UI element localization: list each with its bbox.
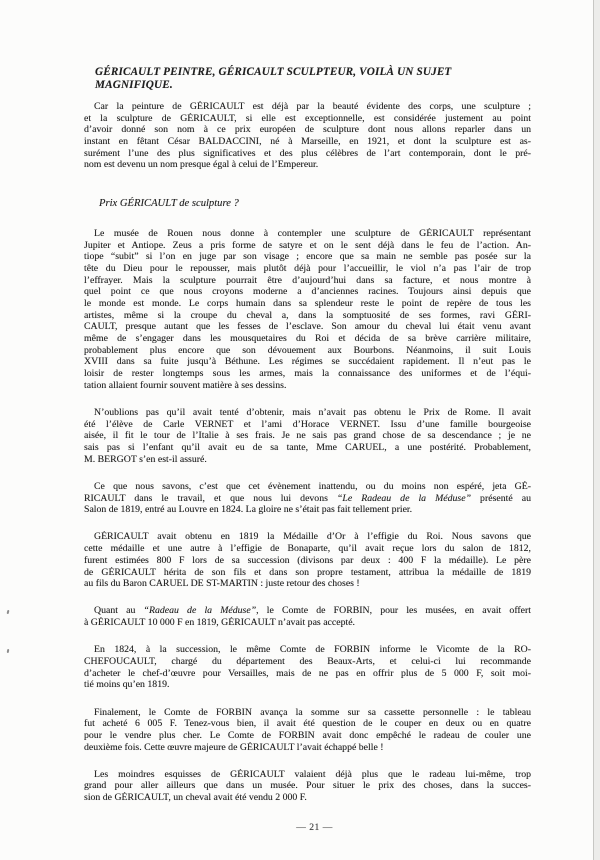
- paragraph: [84, 707, 531, 754]
- text-run: GÉRICAULT avait obtenu en 1819 la Médaille d’Or à l’effigie du Roi. Nous savons que: [94, 531, 531, 543]
- text-line: [84, 578, 531, 590]
- text-line: [84, 481, 531, 493]
- text-line: [84, 442, 531, 454]
- text-line: [84, 263, 531, 275]
- paragraph: [84, 481, 531, 516]
- text-run: fut acheté 6 005 F. Tenez-vous bien, il avait été question de le couper en deux ou en quatre: [84, 718, 531, 730]
- text-run: probablement plus encore que son dévouement aux Bourbons. Néanmoins, il suit Louis: [84, 344, 531, 356]
- text-run: sais pas si l’enfant qu’il avait eu de sa tante, Mme CARUEL, a une postérité. Probablement,: [84, 442, 531, 454]
- text-line: [84, 240, 531, 252]
- text-line: [84, 430, 531, 442]
- text-run: et la sculpture de GÉRICAULT, si elle est exceptionnelle, est considérée justement au point: [84, 112, 531, 124]
- text-line: [84, 504, 531, 516]
- text-run: Ce que nous savons, c’est que cet évènement inattendu, ou du moins non espéré, jeta GÉ-: [94, 480, 531, 492]
- text-line: [84, 668, 531, 680]
- text-line: [84, 531, 531, 543]
- text-line: [84, 275, 531, 287]
- text-line: [84, 345, 531, 357]
- text-line: [84, 113, 531, 125]
- text-run: instant en fêtant César BALDACCINI, né à Marseille, en 1921, et dont la sculpture est as-: [84, 136, 531, 148]
- paragraph: [84, 407, 531, 465]
- intro-paragraphs: [84, 101, 531, 171]
- text-line: [84, 567, 531, 579]
- italic-text-run: “Radeau de la Méduse”: [143, 605, 257, 617]
- text-line: [84, 356, 531, 368]
- body-paragraphs: [84, 228, 531, 804]
- text-run: sion de GÉRICAULT, un cheval avait été vendu 2 000 F.: [84, 792, 307, 804]
- text-run: XVIII dans sa fuite jusqu’à Béthune. Les régimes se succédaient rapidement. Il n’eut pas le: [84, 356, 531, 368]
- text-run: à GÉRICAULT 10 000 F en 1819, GÉRICAULT n’avait pas accepté.: [84, 617, 356, 629]
- text-line: [84, 769, 531, 781]
- text-run: l’effrayer. Mais la sculpture pourrait être d’aujourd’hui dans sa facture, et nous montre à: [84, 274, 531, 286]
- paragraph: [84, 228, 531, 392]
- text-line: [84, 228, 531, 240]
- text-line: [84, 617, 531, 629]
- text-line: [84, 656, 531, 668]
- text-run: quel point ce que nous croyons moderne a d’anciennes racines. Toujours ainsi depuis que: [84, 286, 531, 298]
- text-run: , le Comte de FORBIN, pour les musées, en avait offert: [256, 605, 531, 617]
- text-run: M. BERGOT s’en est-il assuré.: [84, 453, 207, 465]
- text-line: [84, 742, 531, 754]
- text-line: [84, 368, 531, 380]
- text-run: CAULT, presque autant que les fesses de l’esclave. Son amour du cheval lui était venu avant: [84, 321, 531, 333]
- scan-margin-shade: [594, 0, 600, 860]
- text-line: [84, 136, 531, 148]
- text-line: [84, 310, 531, 322]
- scan-speck: [7, 649, 10, 653]
- text-line: [84, 124, 531, 136]
- text-line: [84, 251, 531, 263]
- text-line: [84, 780, 531, 792]
- text-run: le monde est monde. Le corps humain dans sa splendeur reste le point de repère de tous les: [84, 297, 531, 309]
- text-line: [84, 419, 531, 431]
- text-run: deuxième fois. Cette œuvre majeure de GÉRICAULT l’avait échappé belle !: [84, 741, 384, 753]
- text-run: aisée, il fit le tour de l’Italie à ses frais. Je ne sais pas grand chose de sa descendance ; je ne: [84, 430, 531, 442]
- text-run: surément l’une des plus significatives et des plus célèbres de l’art contemporain, dont le pré-: [84, 147, 531, 159]
- italic-text-run: “Le Radeau de la Méduse”: [336, 492, 472, 504]
- text-line: [84, 321, 531, 333]
- text-line: [84, 298, 531, 310]
- text-run: artistes, même si la croupe du cheval a, dans la somptuosité de ses formes, ravi GÉRI-: [84, 309, 531, 321]
- paragraph: [84, 769, 531, 804]
- text-run: tiope “subit” si l’on en juge par son visage ; encore que sa main ne semble pas posée sur la: [84, 251, 531, 263]
- text-column: [84, 66, 531, 833]
- text-line: [84, 454, 531, 466]
- text-run: N’oublions pas qu’il avait tenté d’obtenir, mais n’avait pas obtenu le Prix de Rome. Il avait: [94, 406, 531, 418]
- text-line: [84, 718, 531, 730]
- text-run: présenté au: [471, 492, 531, 504]
- text-line: [84, 286, 531, 298]
- text-run: tation allaient fournir souvent matière à ses dessins.: [84, 379, 287, 391]
- text-run: Le musée de Rouen nous donne à contempler une sculpture de GÉRICAULT représentant: [94, 227, 531, 239]
- text-run: pour le vendre plus cher. Le Comte de FORBIN avait donc empêché le radeau de couler une: [84, 729, 531, 741]
- text-run: été l’élève de Carle VERNET et l’ami d’Horace VERNET. Issu d’une famille bourgeoise: [84, 418, 531, 430]
- page-edge-line: [593, 0, 594, 860]
- text-line: [84, 407, 531, 419]
- page-number: — 21 —: [296, 821, 333, 833]
- text-run: loisir de rester longtemps sous les armes, mais la connaissance des uniformes et de l’équi-: [84, 368, 531, 380]
- text-run: cette médaille et une autre à l’effigie de Bonaparte, qu’il avait reçue lors du salon de 1812,: [84, 543, 531, 555]
- text-run: Finalement, le Comte de FORBIN avança la somme sur sa cassette personnelle : le tableau: [94, 706, 531, 718]
- paragraph: [84, 644, 531, 691]
- article-title-line: MAGNIFIQUE.: [95, 78, 173, 91]
- scan-speck: [7, 610, 10, 614]
- text-line: [84, 101, 531, 113]
- text-run: RICAULT dans le travail, et que nous lui devons: [84, 492, 337, 504]
- text-run: Quant au: [94, 605, 144, 617]
- text-run: Car la peinture de GÉRICAULT est déjà par la beauté évidente des corps, une sculpture ;: [94, 101, 531, 112]
- text-run: grand pour aller ailleurs que dans un musée. Pour situer le prix des choses, dans la succes-: [84, 780, 531, 792]
- text-line: [84, 148, 531, 160]
- text-run: d’acheter le chef-d’œuvre pour Versailles, mais de ne pas en offrir plus de 5 000 F, soit moi-: [84, 667, 531, 679]
- paragraph: [84, 101, 531, 171]
- article-title-line: GÉRICAULT PEINTRE, GÉRICAULT SCULPTEUR, VOILÀ UN SUJET: [95, 66, 452, 78]
- text-run: de GÉRICAULT hérita de son fils et dans son propre testament, attribua la médaille de 1819: [84, 566, 531, 578]
- paragraph: [84, 605, 531, 628]
- text-line: [84, 493, 531, 505]
- text-line: [84, 380, 531, 392]
- text-line: [84, 555, 531, 567]
- text-run: furent estimées 800 F lors de sa succession (divisons par deux : 400 F la médaille). Le père: [84, 554, 531, 566]
- text-run: nom est devenu un nom presque égal à celui de l’Empereur.: [84, 159, 319, 171]
- text-run: d’avoir donné son nom à ce prix européen de sculpture dont nous allons reparler dans un: [84, 124, 531, 136]
- section-subheading: Prix GÉRICAULT de sculpture ?: [99, 198, 239, 210]
- text-line: [84, 543, 531, 555]
- text-line: [84, 159, 531, 171]
- text-run: au fils du Baron CARUEL DE ST-MARTIN : juste retour des choses !: [84, 578, 360, 590]
- text-run: même de s’engager dans les mousquetaires du Roi et décida de sa brève carrière militaire,: [84, 333, 531, 345]
- text-line: [84, 679, 531, 691]
- text-run: CHEFOUCAULT, chargé du département des Beaux-Arts, et celui-ci lui recommande: [84, 655, 531, 667]
- text-line: [84, 605, 531, 617]
- text-line: [84, 792, 531, 804]
- text-line: [84, 707, 531, 719]
- text-line: [84, 644, 531, 656]
- text-run: Salon de 1819, entré au Louvre en 1824. La gloire ne s’était pas fait tellement prier.: [84, 504, 413, 516]
- text-line: [84, 730, 531, 742]
- text-run: tête du Dieu pour le repousser, mais plutôt déjà pour l’accueillir, le viol n’a pas l’air de trop: [84, 262, 531, 274]
- text-line: [84, 333, 531, 345]
- paragraph: [84, 531, 531, 589]
- text-run: En 1824, à la succession, le même Comte de FORBIN informe le Vicomte de la RO-: [94, 644, 531, 656]
- text-run: Jupiter et Antiope. Zeus a pris forme de satyre et on le sent déjà dans le feu de l’action. An-: [84, 239, 531, 251]
- text-run: tié moins qu’en 1819.: [84, 679, 170, 691]
- text-run: Les moindres esquisses de GÉRICAULT valaient déjà plus que le radeau lui-même, trop: [94, 768, 531, 780]
- article-title: [95, 66, 531, 91]
